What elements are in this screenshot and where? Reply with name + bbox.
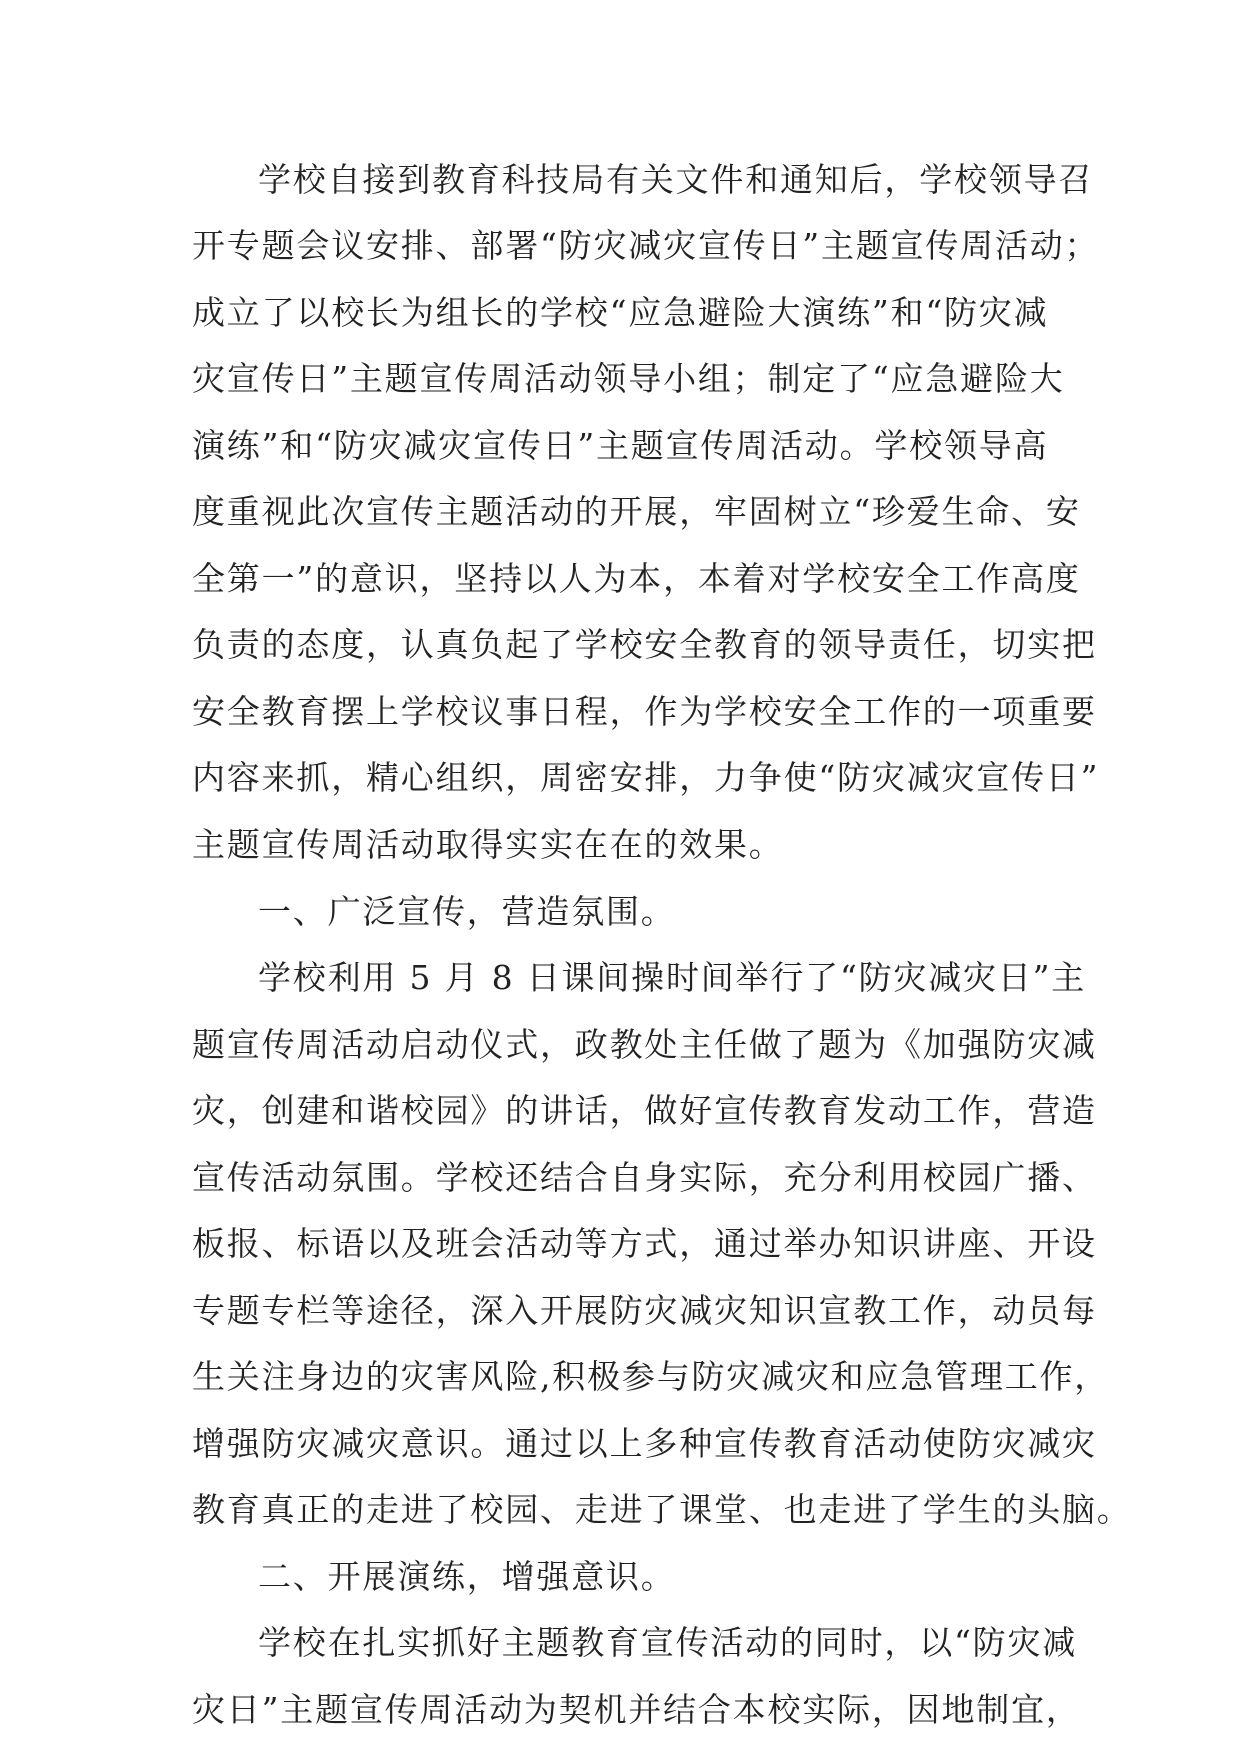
section-heading-1: 一、广泛宣传，营造氛围。 <box>258 892 676 931</box>
paragraph-1-line-1: 学校自接到教育科技局有关文件和通知后，学校领导召 <box>258 160 1094 199</box>
paragraph-2-line-4: 宣传活动氛围。学校还结合自身实际，充分利用校园广播、 <box>192 1158 1097 1197</box>
paragraph-1-line-7: 全第一”的意识，坚持以人为本，本着对学校安全工作高度 <box>192 559 1081 598</box>
paragraph-2-line-8: 增强防灾减灾意识。通过以上多种宣传教育活动使防灾减灾 <box>192 1424 1097 1463</box>
paragraph-3-line-2: 灾日”主题宣传周活动为契机并结合本校实际，因地制宜， <box>192 1690 1081 1729</box>
paragraph-1-line-4: 灾宣传日”主题宣传周活动领导小组；制定了“应急避险大 <box>192 359 1065 398</box>
paragraph-1-line-11: 主题宣传周活动取得实实在在的效果。 <box>192 825 784 864</box>
paragraph-2-line-9: 教育真正的走进了校园、走进了课堂、也走进了学生的头脑。 <box>192 1490 1132 1529</box>
paragraph-1-line-3: 成立了以校长为组长的学校“应急避险大演练”和“防灾减 <box>192 293 1049 332</box>
paragraph-1-line-2: 开专题会议安排、部署“防灾减灾宣传日”主题宣传周活动； <box>192 226 1100 265</box>
paragraph-1-line-5: 演练”和“防灾减灾宣传日”主题宣传周活动。学校领导高 <box>192 426 1049 465</box>
paragraph-1-line-8: 负责的态度，认真负起了学校安全教育的领导责任，切实把 <box>192 625 1097 664</box>
paragraph-2-line-5: 板报、标语以及班会活动等方式，通过举办知识讲座、开设 <box>192 1224 1097 1263</box>
paragraph-2-line-2: 题宣传周活动启动仪式，政教处主任做了题为《加强防灾减 <box>192 1025 1097 1064</box>
paragraph-2-line-3: 灾，创建和谐校园》的讲话，做好宣传教育发动工作，营造 <box>192 1091 1097 1130</box>
paragraph-3-line-1: 学校在扎实抓好主题教育宣传活动的同时，以“防灾减 <box>258 1623 1078 1662</box>
paragraph-1-line-6: 度重视此次宣传主题活动的开展，牢固树立“珍爱生命、安 <box>192 492 1081 531</box>
paragraph-2-line-6: 专题专栏等途径，深入开展防灾减灾知识宣教工作，动员每 <box>192 1291 1097 1330</box>
paragraph-1-line-9: 安全教育摆上学校议事日程，作为学校安全工作的一项重要 <box>192 692 1097 731</box>
section-heading-2: 二、开展演练，增强意识。 <box>258 1557 676 1596</box>
paragraph-1-line-10: 内容来抓，精心组织，周密安排，力争使“防灾减灾宣传日” <box>192 758 1100 797</box>
paragraph-2-line-1: 学校利用 5 月 8 日课间操时间举行了“防灾减灾日”主 <box>258 958 1087 997</box>
paragraph-2-line-7: 生关注身边的灾害风险,积极参与防灾减灾和应急管理工作， <box>192 1357 1110 1396</box>
